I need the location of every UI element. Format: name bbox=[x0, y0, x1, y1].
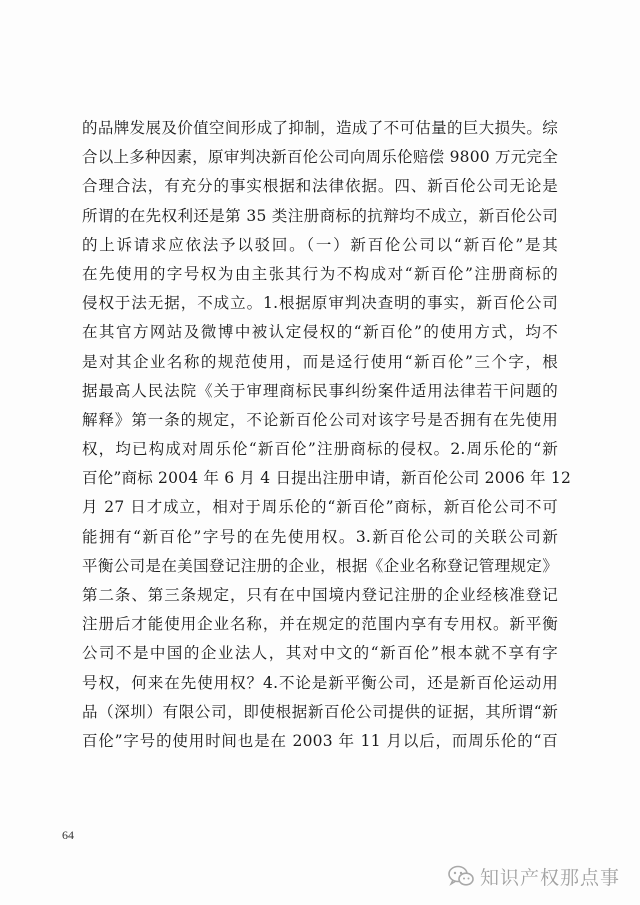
text-line: 的上诉请求应依法予以驳回。（一）新百伦公司以“新百伦”是其 bbox=[82, 235, 558, 254]
text-line: 合理合法，有充分的事实根据和法律依据。四、新百伦公司无论是 bbox=[82, 177, 558, 196]
wechat-icon bbox=[448, 865, 474, 887]
text-line: 侵权于法无据，不成立。1.根据原审判决查明的事实，新百伦公司 bbox=[82, 294, 558, 313]
text-line: 据最高人民法院《关于审理商标民事纠纷案件适用法律若干问题的 bbox=[82, 381, 558, 400]
text-line: 平衡公司是在美国登记注册的企业，根据《企业名称登记管理规定》 bbox=[82, 556, 558, 575]
text-line: 第二条、第三条规定，只有在中国境内登记注册的企业经核准登记 bbox=[82, 586, 558, 604]
text-line: 能拥有“新百伦”字号的在先使用权。3.新百伦公司的关联公司新 bbox=[82, 527, 558, 546]
text-line: 解释》第一条的规定，不论新百伦公司对该字号是否拥有在先使用 bbox=[82, 410, 558, 429]
text-line: 所谓的在先权利还是第 35 类注册商标的抗辩均不成立，新百伦公司 bbox=[82, 206, 558, 225]
text-line: 月 27 日才成立，相对于周乐伦的“新百伦”商标，新百伦公司不可 bbox=[82, 498, 558, 517]
text-line: 号权，何来在先使用权？4.不论是新平衡公司，还是新百伦运动用 bbox=[82, 673, 558, 692]
text-line: 公司不是中国的企业法人，其对中文的“新百伦”根本就不享有字 bbox=[82, 644, 558, 663]
text-line: 在其官方网站及微博中被认定侵权的“新百伦”的使用方式，均不 bbox=[82, 323, 558, 342]
text-line: 品（深圳）有限公司，即使根据新百伦公司提供的证据，其所谓“新 bbox=[82, 702, 558, 721]
text-line: 是对其企业名称的规范使用，而是迳行使用“新百伦”三个字，根 bbox=[82, 352, 558, 371]
text-line: 合以上多种因素，原审判决新百伦公司向周乐伦赔偿 9800 万元完全 bbox=[82, 148, 558, 167]
watermark bbox=[448, 862, 620, 890]
watermark-text: 知识产权那点事 bbox=[479, 866, 620, 889]
text-line: 权，均已构成对周乐伦“新百伦”注册商标的侵权。2.周乐伦的“新 bbox=[82, 440, 558, 459]
document-body bbox=[82, 114, 572, 756]
text-line: 百伦”商标 2004 年 6 月 4 日提出注册申请，新百伦公司 2006 年 12 bbox=[82, 469, 572, 488]
text-line: 的品牌发展及价值空间形成了抑制，造成了不可估量的巨大损失。综 bbox=[82, 119, 558, 137]
page-number: 64 bbox=[62, 828, 74, 842]
text-line: 百伦”字号的使用时间也是在 2003 年 11 月以后，而周乐伦的“百 bbox=[82, 731, 558, 750]
text-line: 注册后才能使用企业名称，并在规定的范围内享有专用权。新平衡 bbox=[82, 615, 558, 634]
text-line: 在先使用的字号权为由主张其行为不构成对“新百伦”注册商标的 bbox=[82, 264, 558, 283]
